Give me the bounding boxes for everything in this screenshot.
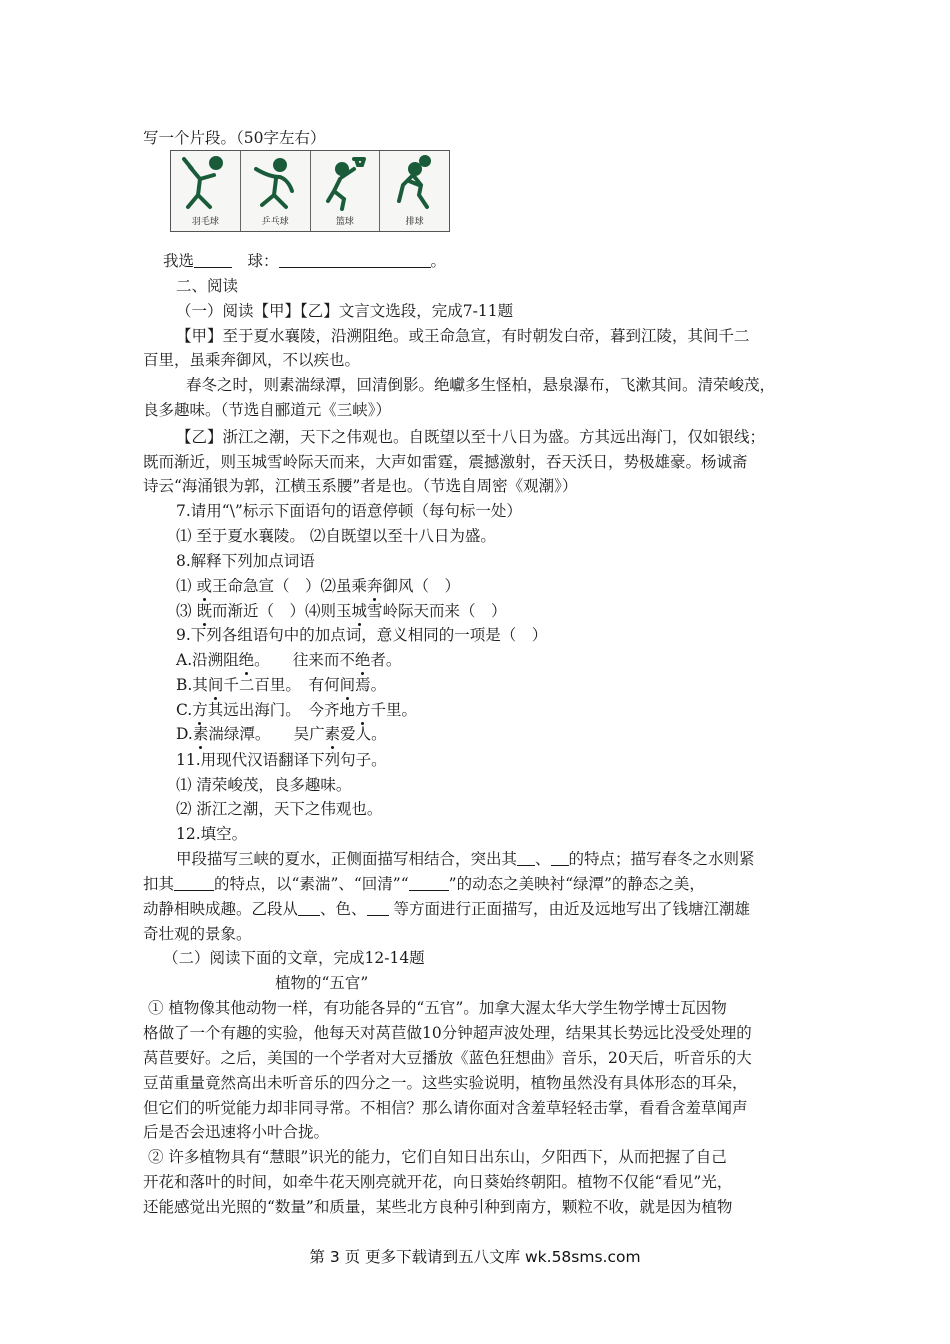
question-8: 8.解释下列加点词语 [176,552,315,570]
question-12: 12.填空。 [176,825,248,843]
intro-line: 写一个片段。（50字左右） [143,129,326,147]
article-paragraph-line: 豆苗重量竟然高出未听音乐的四分之一。这些实验说明，植物虽然没有具体形态的耳朵， [143,1074,748,1092]
dotted-word: 方 [355,701,371,719]
passage-jia-line: 【甲】至于夏水襄陵，沿溯阻绝。或王命急宣，有时朝发白帝，暮到江陵，其间千二 [176,327,750,345]
choose-label: 球： [247,252,279,270]
ball-choice-blank[interactable] [194,251,232,268]
fill-blank[interactable] [298,899,320,916]
question-8-items: ⑴ 或王命急宣（ ）⑵虽乘奔御风（ ） [176,577,460,595]
dotted-word: 素 [192,725,209,743]
dotted-word: 绝 [238,651,255,669]
section-heading: 二、阅读 [176,277,239,295]
passage-yi-line: 既而渐近，则玉城雪岭际天而来，大声如雷霆，震撼激射，吞天沃日，势极雄豪。杨诚斋 [143,453,748,471]
icon-caption: 乒乓球 [261,217,289,227]
choose-prefix: 我选 [163,252,195,270]
choose-end: 。 [430,252,447,270]
question-11: 11.用现代汉语翻译下列句子。 [176,751,387,769]
part2-title: （二）阅读下面的文章，完成12-14题 [163,949,425,967]
dotted-word: 或 [196,577,212,595]
dotted-word: 间 [339,676,356,694]
table-tennis-icon [241,151,311,231]
dotted-word: 素 [324,725,341,743]
volleyball-icon [380,151,449,231]
dotted-word: 奔 [366,577,383,595]
fill-blank[interactable] [174,874,214,891]
passage-yi-line: 【乙】浙江之潮，天下之伟观也。自既望以至十八日为盛。方其远出海门，仅如银线； [176,428,766,446]
article-paragraph-line: 还能感觉出光照的“数量”和质量，某些北方良种引种到南方，颗粒不收，就是因为植物 [143,1198,733,1216]
article-paragraph-line: 但它们的听觉能力却非同寻常。不相信？那么请你面对含羞草轻轻击掌，看看含羞草闻声 [143,1099,748,1117]
article-paragraph-line: 莴苣要好。之后，美国的一个学者对大豆播放《蓝色狂想曲》音乐，20天后，听音乐的大 [143,1049,752,1067]
fill-line: 动静相映成趣。乙段从 、色、 等方面进行正面描写，由近及远地写出了钱塘江潮雄 [143,900,750,918]
question-9-option-a: A.沿溯阻绝。 往来而不绝者。 [176,651,402,669]
dotted-word: 间 [207,676,224,694]
article-paragraph-line: ② 许多植物具有“慧眼”识光的能力，它们自知日出东山，夕阳西下，从而把握了自己 [148,1148,727,1166]
question-7: 7.请用“\”标示下面语句的语意停顿（每句标一处） [176,502,522,520]
icon-caption: 羽毛球 [191,217,219,227]
passage-jia-line: 春冬之时，则素湍绿潭，回清倒影。绝巘多生怪柏，悬泉瀑布，飞漱其间。清荣峻茂， [186,376,776,394]
dotted-word: 既 [196,602,212,620]
question-9-option-d: D.素湍绿潭。 吴广素爱人。 [176,725,387,743]
question-8-items: ⑶ 既而渐近（ ）⑷则玉城雪岭际天而来（ ） [176,602,507,620]
question-9-option-b: B.其间千二百里。 有何间焉。 [176,676,387,694]
choose-line [163,251,446,271]
article-paragraph-line: 开花和落叶的时间，如牵牛花天刚亮就开花，向日葵始终朝阳。植物不仅能“看见”光， [143,1173,733,1191]
article-paragraph-line: ① 植物像其他动物一样，有功能各异的“五官”。加拿大渥太华大学生物学博士瓦因物 [148,999,727,1017]
passage-jia-line: 百里，虽乘奔御风，不以疾也。 [143,351,361,369]
basketball-icon [311,151,381,231]
icon-caption: 篮球 [335,217,354,227]
fill-line: 甲段描写三峡的夏水，正侧面描写相结合，突出其 、 的特点；描写春冬之水则紧 [176,850,755,868]
passage-yi-line: 诗云“海涌银为郭，江横玉系腰”者是也。（节选自周密《观潮》） [143,477,578,495]
question-9: 9.下列各组语句中的加点词，意义相同的一项是（ ） [176,626,548,644]
article-paragraph-line: 后是否会迅速将小叶合拢。 [143,1123,330,1141]
fill-blank[interactable] [517,849,535,866]
article-paragraph-line: 格做了一个有趣的实验，他每天对莴苣做10分钟超声波处理，结果其长势远比没受处理的 [143,1024,752,1042]
dotted-word: 城 [351,602,367,620]
question-9-option-c: C.方其远出海门。 今齐地方千里。 [176,701,418,719]
article-title: 植物的“五官” [275,974,369,992]
paragraph-blank[interactable] [279,251,431,268]
dotted-word: 绝 [354,651,371,669]
icon-caption: 排球 [405,217,424,227]
question-7-sentences: ⑴ 至于夏水襄陵。 ⑵自既望以至十八日为盛。 [176,527,496,545]
part1-title: （一）阅读【甲】【乙】文言文选段，完成7-11题 [176,302,514,320]
fill-line: 奇壮观的景象。 [143,925,252,943]
question-11-sentence: ⑴ 清荣峻茂，良多趣味。 [176,776,352,794]
fill-blank[interactable] [551,849,569,866]
fill-blank[interactable] [367,899,389,916]
dotted-word: 方 [192,701,208,719]
fill-line: 扣其 的特点，以“素湍”、“回清”“ ”的动态之美映衬“绿潭”的静态之美， [143,875,705,893]
question-11-sentence: ⑵ 浙江之潮，天下之伟观也。 [176,800,383,818]
passage-jia-line: 良多趣味。（节选自郦道元《三峡》） [143,401,392,419]
badminton-icon [171,151,241,231]
fill-blank[interactable] [409,874,449,891]
sports-pictogram-strip [170,150,450,232]
page-footer: 第 3 页 更多下载请到五八文库 wk.58sms.com [309,1248,641,1266]
